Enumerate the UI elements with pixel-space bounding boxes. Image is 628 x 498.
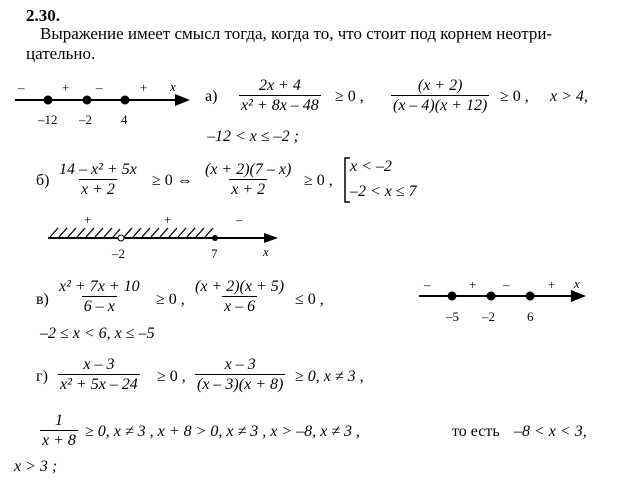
- sign-1: –: [424, 277, 431, 292]
- axis-label: x: [170, 79, 176, 94]
- problem-number: 2.30.: [26, 6, 60, 25]
- part-a-answer: –12 < x ≤ –2 ;: [207, 128, 300, 145]
- intro-line-1: Выражение имеет смысл тогда, когда то, что стоит под корнем неотри-: [40, 24, 553, 43]
- numerator: 14 – x² + 5x: [59, 161, 137, 178]
- number-line-1: [10, 78, 192, 130]
- part-g-line-2-end: –8 < x < 3,: [514, 423, 587, 440]
- relation: ≥ 0, x ≠ 3 ,: [295, 368, 364, 385]
- relation: ≥ 0 ,: [156, 291, 185, 308]
- sign-3: –: [236, 212, 243, 227]
- part-b-fraction-1: [57, 160, 139, 199]
- numerator: 1: [54, 412, 63, 429]
- axis-label: x: [574, 277, 580, 291]
- sign-3: –: [503, 277, 510, 292]
- numerator: x – 3: [224, 356, 256, 373]
- sign-2: +: [469, 277, 477, 292]
- relation: ≥ 0 ,: [304, 172, 333, 189]
- part-g-to-est: то есть: [452, 423, 500, 440]
- sign-2: +: [62, 80, 70, 95]
- part-g-fraction-3: [40, 411, 78, 450]
- numerator: x – 3: [83, 356, 115, 373]
- system-line-2: –2 < x ≤ 7: [350, 183, 417, 200]
- part-g-line-3: x > 3 ;: [14, 458, 58, 475]
- part-v-label: в): [36, 291, 49, 308]
- point-label-3: 4: [121, 112, 128, 127]
- sign-1: –: [18, 80, 25, 95]
- numerator: x² + 7x + 10: [59, 278, 140, 295]
- part-g-label: г): [36, 368, 48, 385]
- number-line-2: [40, 212, 285, 264]
- part-a-label: а): [205, 88, 218, 105]
- denominator: (x – 4)(x + 12): [393, 97, 488, 114]
- sign-1: +: [84, 212, 92, 227]
- denominator: (x – 3)(x + 8): [197, 376, 284, 393]
- numerator: (x + 2)(x + 5): [195, 278, 285, 295]
- denominator: x² + 8x – 48: [241, 97, 319, 114]
- relation: ≤ 0 ,: [295, 291, 324, 308]
- numerator: 2x + 4: [258, 77, 301, 94]
- denominator: x + 2: [80, 181, 115, 198]
- part-b-fraction-2: [203, 160, 293, 199]
- sign-4: +: [140, 80, 148, 95]
- number-line-3: [414, 277, 594, 327]
- part-v-fraction-2: [193, 277, 286, 316]
- point-label-2: –2: [482, 309, 495, 324]
- part-a-fraction-2: [391, 76, 489, 115]
- denominator: x² + 5x – 24: [60, 376, 138, 393]
- point-label-1: –12: [38, 112, 58, 127]
- point-label-2: 7: [211, 246, 218, 261]
- part-v-fraction-1: [57, 277, 142, 316]
- intro-line-2: цательно.: [26, 44, 96, 63]
- sign-4: +: [548, 277, 556, 292]
- point-label-1: –5: [446, 309, 459, 324]
- relation: ≥ 0 ,: [500, 88, 529, 105]
- denominator: 6 – x: [83, 298, 115, 315]
- relation: ≥ 0 ⇔: [152, 172, 193, 189]
- denominator: x – 6: [224, 298, 256, 315]
- part-g-fraction-1: [58, 355, 140, 394]
- point-label-1: –2: [112, 246, 125, 261]
- numerator: (x + 2)(7 – x): [205, 161, 292, 178]
- point-label-3: 6: [527, 309, 534, 324]
- numerator: (x + 2): [417, 77, 463, 94]
- point-label-2: –2: [79, 112, 92, 127]
- part-a-fraction-1: [239, 76, 321, 115]
- relation: ≥ 0 ,: [157, 368, 186, 385]
- part-v-answer: –2 ≤ x < 6, x ≤ –5: [40, 325, 155, 342]
- part-g-line-2: ≥ 0, x ≠ 3 , x + 8 > 0, x ≠ 3 , x > –8, x ≠ 3 ,: [85, 423, 361, 440]
- sign-2: +: [164, 212, 172, 227]
- part-g-fraction-2: [195, 355, 285, 394]
- sign-3: –: [96, 80, 103, 95]
- denominator: x + 8: [42, 432, 76, 449]
- relation: ≥ 0 ,: [335, 88, 364, 105]
- denominator: x + 2: [231, 181, 266, 198]
- condition: x > 4,: [550, 88, 588, 105]
- system-line-1: x < –2: [350, 158, 392, 175]
- axis-label: x: [263, 244, 269, 259]
- part-b-label: б): [36, 172, 50, 189]
